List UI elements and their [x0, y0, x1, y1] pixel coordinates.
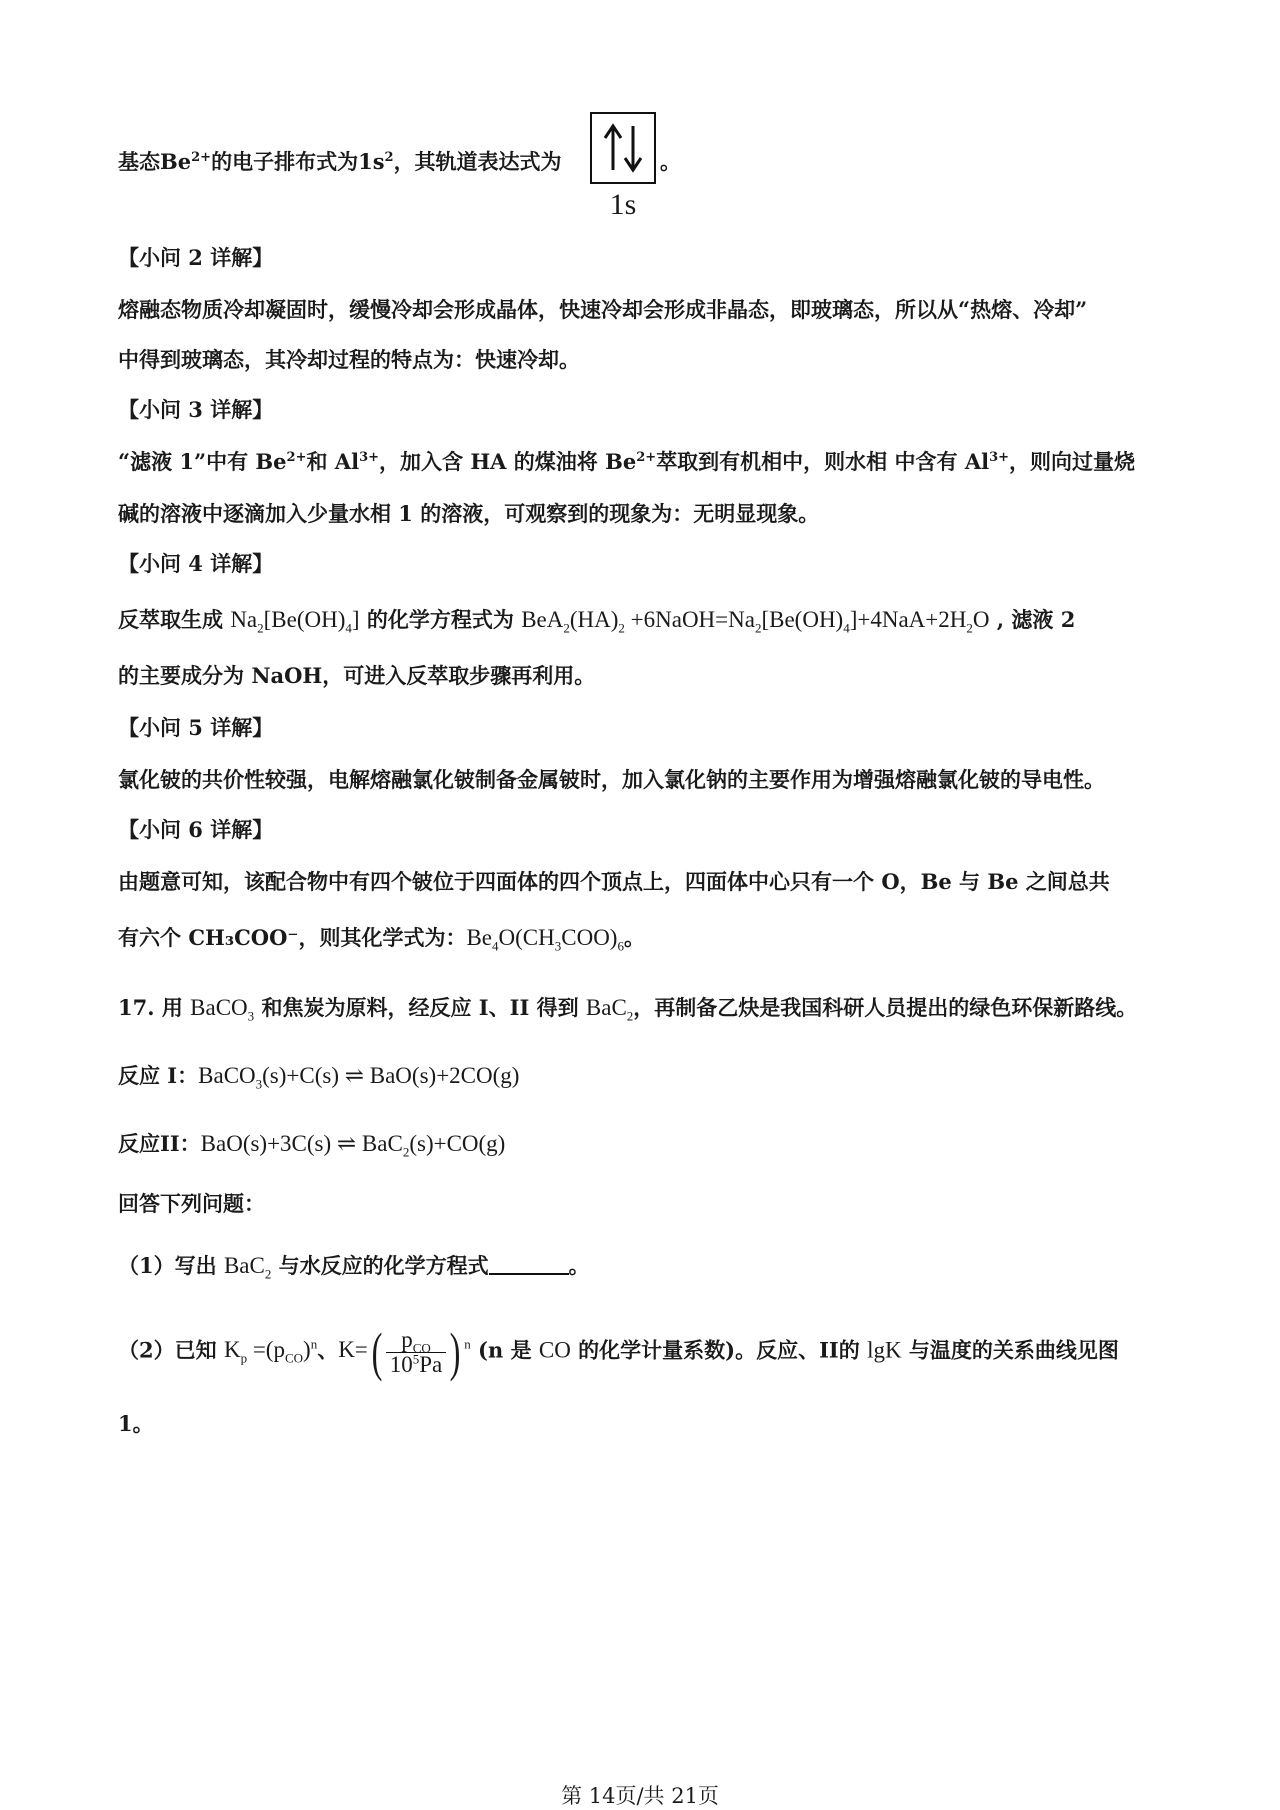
text: 和焦炭为原料，经反应 I、II 得到 [254, 995, 586, 1020]
formula-kp: $K_p =(p_{CO})^n$ [223, 1336, 318, 1366]
acetate: CH₃COO⁻ [188, 925, 299, 950]
text: （1）写出 [118, 1253, 224, 1278]
subquestion-2 [118, 1322, 1119, 1382]
reaction-2-label: 反应II： [118, 1131, 201, 1156]
equation-back-extraction: $BeA_2(HA)_2$ $+6NaOH=Na_2[Be(OH)_4]+4NaA+2H_2O$ [521, 607, 990, 636]
formula-k: K=( $\frac{p_{CO}}{10^5Pa}$ ) $^n$ [338, 1322, 471, 1382]
text: 之间总共 [1018, 869, 1110, 894]
formula-bac2: BaC$_2$ [223, 1253, 272, 1282]
text: 反萃取生成 [118, 607, 231, 632]
be-symbol: Be [920, 869, 952, 894]
fraction: $\frac{p_{CO}}{10^5Pa}$ [386, 1328, 447, 1377]
text: (n 是 [470, 1337, 539, 1363]
text: （2）已知 [118, 1337, 224, 1363]
paragraph-q6-line1 [118, 868, 1110, 896]
text: 的化学计量系数)。反应、II的 [570, 1337, 868, 1363]
text: 萃取到有机相中，则水相 [656, 449, 895, 474]
reaction-1 [118, 1062, 519, 1090]
answer-prompt: 回答下列问题： [118, 1191, 265, 1216]
config: 1s [358, 149, 385, 174]
al-symbol: Al [964, 449, 990, 474]
text: 由题意可知，该配合物中有四个铍位于四面体的四个顶点上，四面体中心只有一个 [118, 869, 882, 894]
be-symbol: Be [605, 449, 637, 474]
heading-q6: 【小问 6 详解】 [118, 817, 274, 842]
paragraph-q6-line2 [118, 924, 645, 952]
heading-q5: 【小问 5 详解】 [118, 715, 274, 740]
text: ，可进入反萃取步骤再利用。 [322, 663, 596, 688]
formula-be4o-acetate: $Be_4O(CH_3COO)_6$ [466, 925, 624, 954]
be-charge: 2+ [636, 450, 657, 465]
be-charge: 2+ [286, 450, 307, 465]
orbital-diagram [590, 112, 656, 222]
o-symbol: O [881, 869, 900, 894]
text: 和 [306, 449, 335, 474]
paragraph-q2-line2: 中得到玻璃态，其冷却过程的特点为：快速冷却。 [118, 347, 580, 372]
text: 的主要成分为 [118, 663, 252, 688]
page-footer: 第 14页/共 21页 [561, 1784, 719, 1808]
up-down-arrows-icon [599, 120, 647, 176]
reaction-2 [118, 1130, 505, 1158]
reaction-2-equation: BaO(s)+3C(s) ⇌ BaC$_2$(s)+CO(g) [200, 1131, 506, 1160]
paragraph-q4-line1 [118, 606, 1075, 634]
text: ，则其化学式为： [298, 925, 467, 950]
text: 与 [951, 869, 988, 894]
subquestion-1 [118, 1252, 590, 1280]
formula-bac2: BaC$_2$ [585, 995, 634, 1024]
be-symbol: Be [987, 869, 1019, 894]
heading-q3: 【小问 3 详解】 [118, 397, 274, 422]
text: ，加入含 [379, 449, 471, 474]
text: 的煤油将 [506, 449, 606, 474]
heading-q4: 【小问 4 详解】 [118, 551, 274, 576]
text: 的电子排布式为 [211, 149, 359, 174]
be-symbol: Be [160, 149, 192, 174]
naoh: NaOH [251, 663, 323, 688]
be-symbol: Be [255, 449, 287, 474]
formula-baco3: BaCO$_3$ [190, 995, 255, 1024]
al-charge: 3+ [359, 450, 380, 465]
heading-q2: 【小问 2 详解】 [118, 245, 274, 270]
text: ，其轨道表达式为 [393, 149, 562, 174]
text: 的化学方程式为 [359, 607, 522, 632]
paragraph-q2-line1: 熔融态物质冷却凝固时，缓慢冷却会形成晶体，快速冷却会形成非晶态，即玻璃态，所以从“热熔、冷却” [118, 297, 1088, 322]
paragraph-q3-line2: 碱的溶液中逐滴加入少量水相 1 的溶液，可观察到的现象为：无明显现象。 [118, 501, 820, 526]
text: 与温度的关系曲线见图 [901, 1337, 1119, 1363]
paragraph-q4-line2 [118, 662, 595, 690]
text: 与水反应的化学方程式 [271, 1253, 489, 1278]
text: 。 [568, 1253, 590, 1278]
paragraph-q3-line1 [118, 448, 1135, 476]
text: ，则向过量烧 [1009, 449, 1136, 474]
be-charge: 2+ [191, 150, 212, 165]
text: 17. 用 [118, 995, 191, 1020]
co: CO [538, 1337, 571, 1363]
text: ， [899, 869, 921, 894]
al-charge: 3+ [989, 450, 1010, 465]
al-symbol: Al [334, 449, 360, 474]
answer-blank[interactable] [489, 1253, 569, 1275]
text: “滤液 1”中有 [118, 449, 256, 474]
text: , 滤液 2 [989, 607, 1076, 632]
reaction-1-equation: BaCO$_3$(s)+C(s) ⇌ BaO(s)+2CO(g) [198, 1063, 520, 1092]
line-be-config [118, 148, 562, 176]
question-17 [118, 994, 1137, 1022]
text: 中含有 [894, 449, 965, 474]
ha: HA [470, 449, 507, 474]
text: 基态 [118, 149, 160, 174]
text: 。 [623, 925, 645, 950]
orbital-box [590, 112, 656, 184]
lgk: lgK [867, 1337, 902, 1363]
subquestion-2-end: 1。 [118, 1411, 154, 1436]
text: ，再制备乙炔是我国科研人员提出的绿色环保新路线。 [633, 995, 1138, 1020]
period: 。 [660, 149, 681, 174]
text: 有六个 [118, 925, 189, 950]
config-sup: 2 [384, 150, 394, 165]
paragraph-q5: 氯化铍的共价性较强，电解熔融氯化铍制备金属铍时，加入氯化钠的主要作用为增强熔融氯化铍的导电性。 [118, 767, 1105, 792]
reaction-1-label: 反应 I： [118, 1063, 199, 1088]
formula-na2-be-oh4: $Na_2[Be(OH)_4]$ [230, 607, 360, 636]
text: 、 [317, 1337, 339, 1363]
orbital-label: 1s [609, 188, 637, 221]
